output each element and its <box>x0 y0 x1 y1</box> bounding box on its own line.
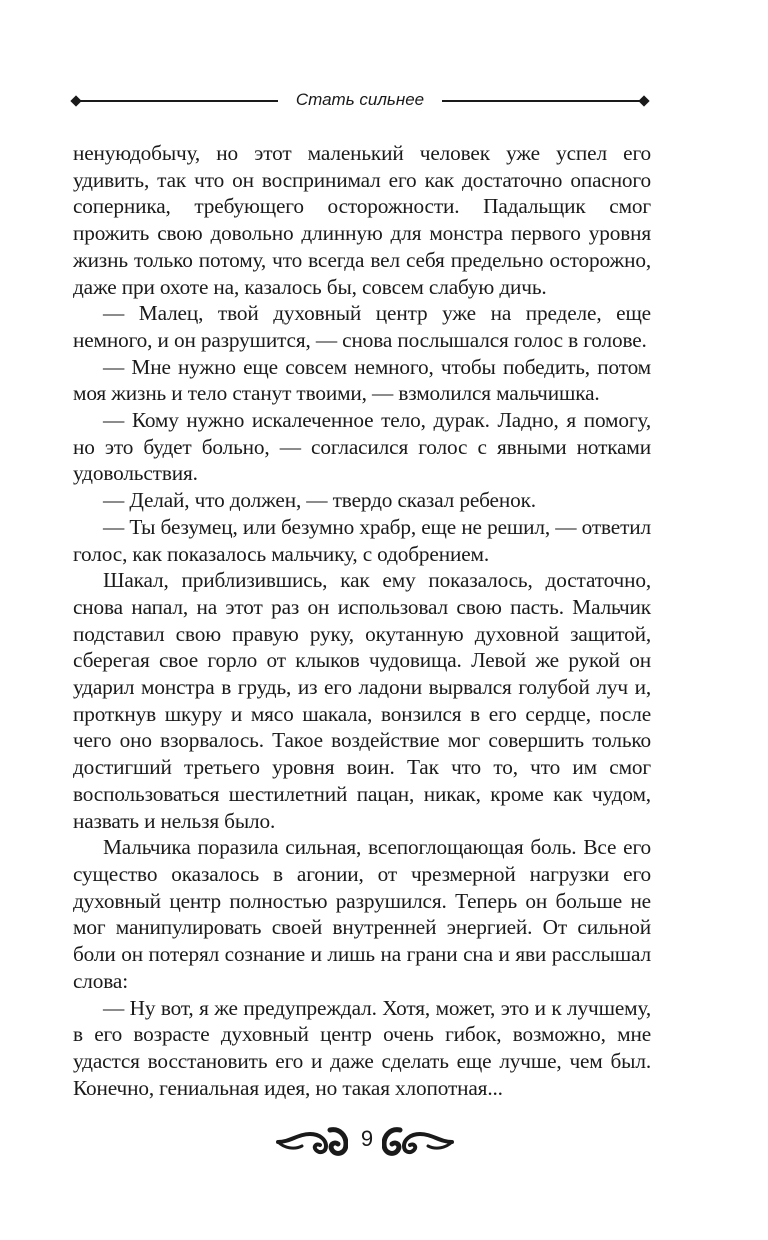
body-text <box>73 140 651 1101</box>
paragraph-8: Мальчика поразила сильная, всепоглощающая боль. Все его существо оказалось в агонии, от чрезмерной нагрузки его духовный центр полностью разрушился. Теперь он больше не мог манипулировать своей внутренней энергией. От сильной боли он потерял сознание и лишь на грани сна и яви расслышал слова: <box>73 835 651 993</box>
paragraph-9: — Ну вот, я же предупреждал. Хотя, может, это и к лучшему, в его возрасте духовный центр очень гибок, возможно, мне удастся восстановить его и даже сделать еще лучше, чем был. Конечно, гениальная идея, но такая хлопотная... <box>73 995 651 1100</box>
scroll-ornament-left-icon <box>276 1122 348 1158</box>
paragraph-4: — Кому нужно искалеченное тело, дурак. Ладно, я помогу, но это будет больно, — согласился голос с явными нотками удовольствия. <box>73 408 651 486</box>
running-title: Стать сильнее <box>295 90 425 109</box>
scroll-ornament-right-icon <box>382 1122 454 1158</box>
paragraph-2: — Малец, твой духовный центр уже на пределе, еще немного, и он разрушится, — снова послышался голос в голове. <box>73 301 651 352</box>
running-header <box>70 88 650 112</box>
header-rule-right <box>442 100 642 102</box>
paragraph-3: — Мне нужно еще совсем немного, чтобы победить, потом моя жизнь и тело станут твоими, — взмолился мальчишка. <box>73 354 651 406</box>
paragraph-5: — Делай, что должен, — твердо сказал ребенок. <box>103 488 536 513</box>
paragraph-1: ненуюдобычу, но этот маленький человек уже успел его удивить, так что он воспринимал его как достаточно опасного соперника, требующего осторожности. Падальщик смог прожить свою довольно длинную для монстра первого уровня жизнь только потому, что всегда вел себя предельно осторожно, даже при охоте на, казалось бы, совсем слабую дичь. <box>73 141 651 299</box>
page-number: 9 <box>360 1126 374 1151</box>
paragraph-6: — Ты безумец, или безумно храбр, еще не решил, — ответил голос, как показалось мальчику, с одобрением. <box>73 514 651 566</box>
page-footer <box>0 1118 768 1162</box>
paragraph-7: Шакал, приблизившись, как ему показалось, достаточно, снова напал, на этот раз он использовал свою пасть. Мальчик подставил свою правую руку, окутанную духовной защитой, сберегая свое горло от клыков чудовища. Левой же рукой он ударил монстра в грудь, из его ладони вырвался голубой луч и, проткнув шкуру и мясо шакала, вонзился в его сердце, после чего оно взорвалось. Такое воздействие мог совершить только достигший третьего уровня воин. Так что то, что им смог воспользоваться шестилетний пацан, никак, кроме как чудом, назвать и нельзя было. <box>73 568 651 833</box>
